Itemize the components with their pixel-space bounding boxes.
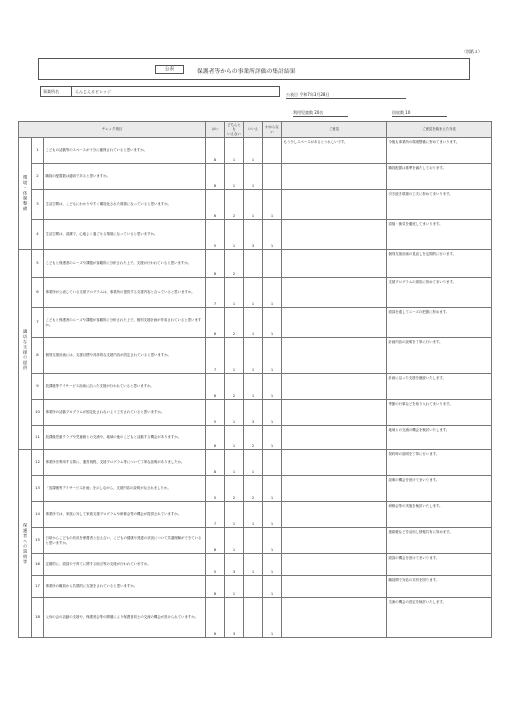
check-item: 事業所の職員から共感的に支援をされていると思いますか。 [44,576,206,598]
count-yes: 5 [206,476,225,502]
item-number: 1 [32,138,44,164]
header-no: いいえ [244,122,263,138]
count-unknown: 1 [263,476,282,502]
response-cell: 支援プログラムの周知に努めてまいります。 [387,278,492,308]
table-row [19,426,492,450]
item-number: 6 [32,278,44,308]
count-unknown [263,138,282,164]
check-item: 日頃からこどもの状況を保護者と伝え合い、こどもの健康や発達の状況について共通理解ができていると思いますか。 [44,528,206,554]
check-item: 事業所では、家族に対して家族支援プログラムや研修会等の機会が提供されていますか。 [44,502,206,528]
table-row [19,278,492,308]
check-item: 生活空間は、こどもにわかりやすく構造化された環境になっていると思いますか。 [44,190,206,220]
count-no: 1 [244,502,263,528]
comment-cell [282,338,387,374]
response-cell: 地域との交流の機会を検討いたします。 [387,426,492,450]
check-item: こどもと保護者のニーズや課題が客観的に分析された上で、支援が行われていると思いますか。 [44,250,206,278]
count-yes: 5 [206,220,225,250]
response-cell: 契約時の説明を丁寧に行います。 [387,450,492,476]
response-cell: 説明の機会を設けてまいります。 [387,476,492,502]
count-no: 2 [244,426,263,450]
table-row [19,400,492,426]
count-neutral: 2 [225,374,244,400]
response-cell: 個別支援計画の見直しを定期的に行います。 [387,250,492,278]
count-yes: 5 [206,400,225,426]
table-row [19,554,492,576]
table-row [19,450,492,476]
response-cell: 交流の機会の設定を検討いたします。 [387,598,492,638]
count-unknown: 1 [263,426,282,450]
table-row [19,576,492,598]
count-no [244,528,263,554]
check-item: 個別支援計画には、支援目標や具体的な支援内容が設定されていると思いますか。 [44,338,206,374]
count-unknown: 1 [263,278,282,308]
count-unknown [263,450,282,476]
office-name: えんじえるビレッジ [75,89,111,94]
count-no: 1 [244,278,263,308]
count-no: 3 [244,220,263,250]
table-row [19,250,492,278]
count-yes: 7 [206,338,225,374]
count-neutral: 1 [225,338,244,374]
item-number: 18 [32,598,44,638]
table-row [19,338,492,374]
comment-cell [282,502,387,528]
response-cell: 季節の行事などを取り入れてまいります。 [387,400,492,426]
count-unknown: 1 [263,374,282,400]
count-yes: 8 [206,138,225,164]
response-cell: 計画内容の説明を丁寧に行います。 [387,338,492,374]
count-no: 1 [244,338,263,374]
response-cell: 面談の機会を設けてまいります。 [387,554,492,576]
comment-cell [282,598,387,638]
response-cell: 今後も事業所の環境整備に努めてまいります。 [387,138,492,164]
item-number: 4 [32,220,44,250]
count-unknown: 1 [263,554,282,576]
count-yes: 8 [206,450,225,476]
item-number: 2 [32,164,44,190]
count-neutral: 1 [225,400,244,426]
item-number: 11 [32,426,44,450]
count-unknown: 1 [263,598,282,638]
item-number: 16 [32,554,44,576]
header-response: ご意見を踏まえた対応 [387,122,492,138]
header-unknown: わからない [263,122,282,138]
table-row [19,164,492,190]
item-number: 13 [32,476,44,502]
comment-cell [282,190,387,220]
comment-cell [282,164,387,190]
count-neutral: 2 [225,308,244,338]
response-cell: 職員配置は基準を満たしております。 [387,164,492,190]
item-number: 10 [32,400,44,426]
count-unknown: 1 [263,502,282,528]
count-yes: 8 [206,164,225,190]
count-neutral: 1 [225,450,244,476]
count-neutral: 1 [225,278,244,308]
count-no: 1 [244,374,263,400]
response-cell: 面談を通してニーズの把握に努めます。 [387,308,492,338]
appendix-label: （別紙４） [462,49,482,54]
comment-cell [282,476,387,502]
category-cell: 適切な支援の提供 [19,250,32,450]
check-item: 放課後等デイサービス計画に沿った支援が行われていると思いますか。 [44,374,206,400]
evaluation-table [18,121,492,638]
header-check-item: チェック項目 [19,122,206,138]
count-yes: 6 [206,426,225,450]
count-no: 1 [244,138,263,164]
count-yes: 6 [206,374,225,400]
count-yes: 6 [206,598,225,638]
answer-count: 回収数 10 [392,110,447,117]
count-neutral: 1 [225,138,244,164]
check-item: 事業所の活動プログラムが固定化されないよう工夫されていると思いますか。 [44,400,206,426]
item-number: 17 [32,576,44,598]
comment-cell [282,278,387,308]
table-row [19,220,492,250]
count-yes: 8 [206,250,225,278]
category-cell: 環境・体制整備 [19,138,32,250]
count-yes: 8 [206,576,225,598]
count-neutral: 1 [225,502,244,528]
check-item: こどもの活動等のスペースが十分に確保されていると思いますか。 [44,138,206,164]
item-number: 9 [32,374,44,400]
count-unknown: 1 [263,576,282,598]
public-date: 公表日 令和7年3月28日 [286,92,406,99]
public-tag: 公表 [155,65,184,74]
count-yes: 5 [206,554,225,576]
table-row [19,476,492,502]
check-item: 定期的に、面談や子育てに関する助言等の支援が行われていますか。 [44,554,206,576]
office-label: 事業所名 [41,87,72,96]
item-number: 14 [32,502,44,528]
count-yes: 7 [206,502,225,528]
count-neutral: 2 [225,476,244,502]
comment-cell: もう少しスペースがあるとうれしいです。 [282,138,387,164]
response-cell: 職員間で対応の共有を図ります。 [387,576,492,598]
comment-cell [282,308,387,338]
count-no: 3 [244,400,263,426]
count-neutral: 2 [225,250,244,278]
item-number: 3 [32,190,44,220]
count-no [244,598,263,638]
count-neutral: 1 [225,528,244,554]
check-item: 職員の配置数は適切であると思いますか。 [44,164,206,190]
item-number: 8 [32,338,44,374]
count-no [244,250,263,278]
count-yes: 6 [206,308,225,338]
check-item: 父母の会の活動の支援や、保護者会等の開催により保護者同士の交流の機会が設けられていますか。 [44,598,206,638]
count-unknown: 1 [263,528,282,554]
comment-cell [282,374,387,400]
table-row [19,374,492,400]
table-row [19,308,492,338]
count-neutral: 1 [225,164,244,190]
count-no: 1 [244,554,263,576]
response-cell: 計画に沿った支援を継続いたします。 [387,374,492,400]
comment-cell [282,554,387,576]
item-number: 12 [32,450,44,476]
table-header-row [19,122,492,138]
comment-cell [282,250,387,278]
count-neutral: 3 [225,554,244,576]
check-item: 生活空間は、清潔で、心地よく過ごせる環境になっていると思いますか。 [44,220,206,250]
count-yes: 6 [206,190,225,220]
count-no: 1 [244,308,263,338]
header-yes: はい [206,122,225,138]
response-cell: 引き続き環境の工夫に努めてまいります。 [387,190,492,220]
comment-cell [282,528,387,554]
table-row [19,598,492,638]
check-item: 放課後児童クラブや児童館との交流や、地域の他のこどもと活動する機会がありますか。 [44,426,206,450]
item-number: 5 [32,250,44,278]
response-cell: 研修会等の実施を検討いたします。 [387,502,492,528]
comment-cell [282,576,387,598]
page-title: 保護者等からの事業所評価の集計結果 [197,69,296,75]
count-yes: 7 [206,278,225,308]
table-row [19,190,492,220]
category-cell: 保護者への説明等 [19,450,32,638]
count-unknown [263,164,282,190]
user-count: 利用児童数 20名 [293,110,348,117]
count-neutral: 3 [225,598,244,638]
check-item: 「放課後等デイサービス計画」を示しながら、支援内容の説明がなされましたか。 [44,476,206,502]
count-unknown: 1 [263,190,282,220]
count-unknown: 1 [263,308,282,338]
comment-cell [282,400,387,426]
table-row [19,528,492,554]
count-no: 1 [244,190,263,220]
count-unknown: 1 [263,338,282,374]
count-neutral: 1 [225,426,244,450]
check-item: 事業所を利用する際に、運営規程、支援プログラム等について丁寧な説明がありましたか。 [44,450,206,476]
office-box [40,86,280,97]
table-row [19,502,492,528]
check-item: 事業所が公表している支援プログラムは、事業所の提供する支援内容と合っていると思いますか。 [44,278,206,308]
response-cell: 連絡帳などを活用し情報共有に努めます。 [387,528,492,554]
table-row [19,138,492,164]
count-unknown [263,250,282,278]
count-neutral: 1 [225,220,244,250]
count-neutral: 2 [225,190,244,220]
check-item: こどもと保護者のニーズや課題が客観的に分析された上で、個別支援計画が作成されていると思いますか。 [44,308,206,338]
header-comment: ご意見 [282,122,387,138]
item-number: 15 [32,528,44,554]
header-neutral: どちらとも いえない [225,122,244,138]
count-unknown: 1 [263,220,282,250]
count-no [244,576,263,598]
count-no: 1 [244,450,263,476]
count-yes: 8 [206,528,225,554]
item-number: 7 [32,308,44,338]
count-unknown: 1 [263,400,282,426]
count-neutral: 1 [225,576,244,598]
response-cell: 清掃・換気を徹底してまいります。 [387,220,492,250]
count-no: 1 [244,164,263,190]
comment-cell [282,426,387,450]
count-no: 2 [244,476,263,502]
comment-cell [282,220,387,250]
comment-cell [282,450,387,476]
